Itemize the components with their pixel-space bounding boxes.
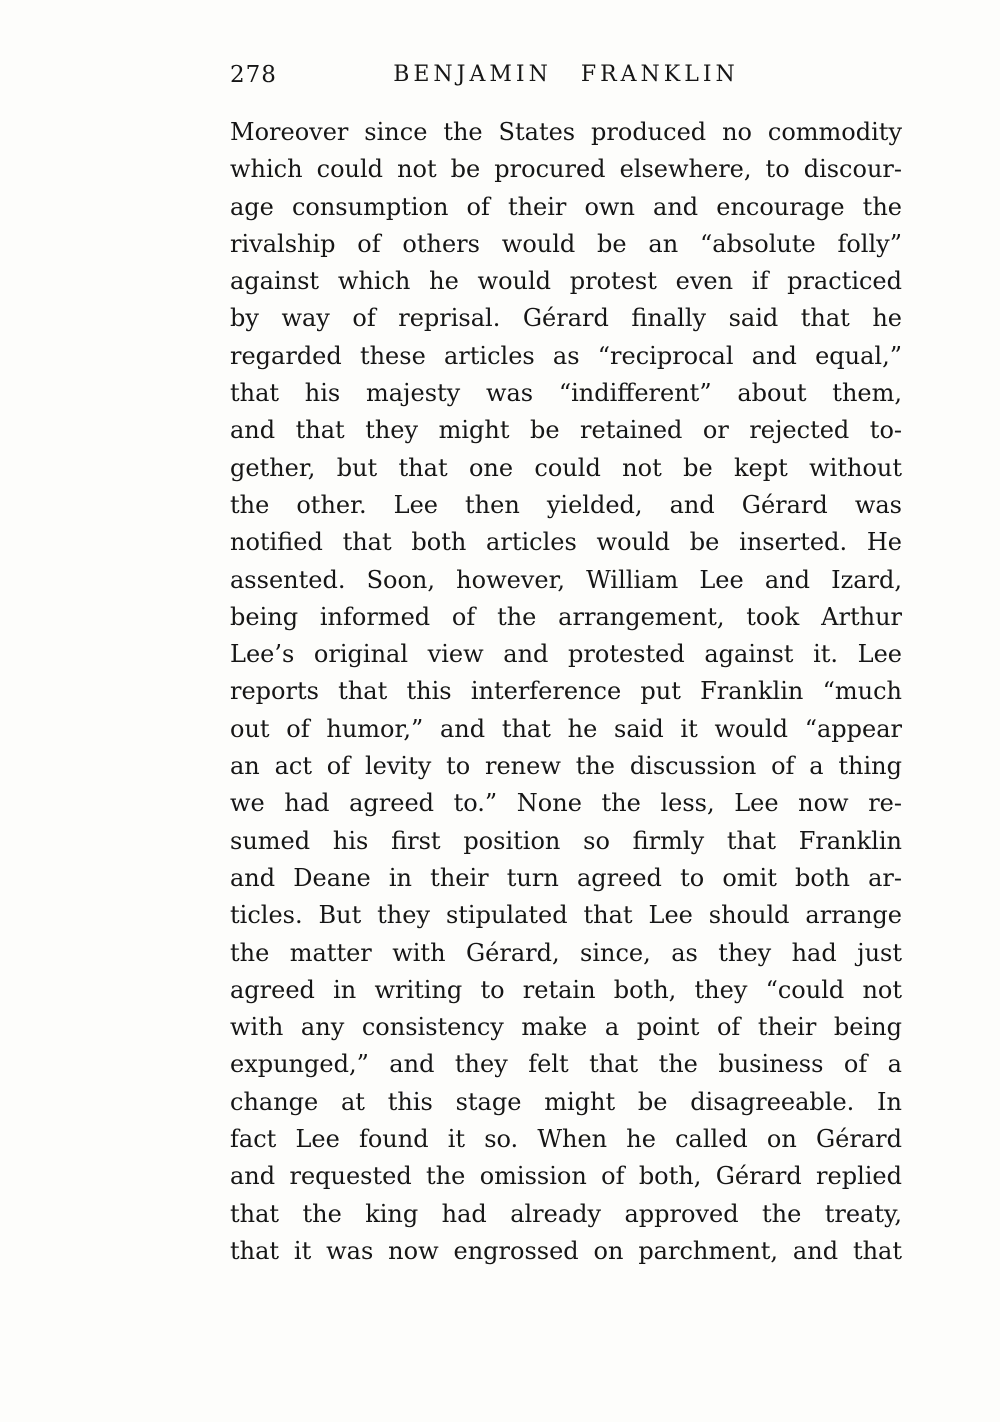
text-line: assented. Soon, however, William Lee and Izard, xyxy=(230,565,902,594)
page-number: 278 xyxy=(230,62,277,88)
text-line: gether, but that one could not be kept without xyxy=(230,453,902,482)
text-line: that his majesty was “indifferent” about them, xyxy=(230,379,902,408)
text-line: that it was now engrossed on parchment, and that xyxy=(230,1236,902,1265)
text-line: change at this stage might be disagreeable. In xyxy=(230,1087,902,1116)
text-line: regarded these articles as “reciprocal and equal,” xyxy=(230,341,902,370)
text-line: the other. Lee then yielded, and Gérard was xyxy=(230,490,902,519)
text-line: reports that this interference put Franklin “much xyxy=(230,677,902,706)
text-line: fact Lee found it so. When he called on Gérard xyxy=(230,1125,902,1154)
scan-page xyxy=(230,58,902,1270)
text-line: and that they might be retained or rejected to- xyxy=(230,416,902,445)
text-line: ticles. But they stipulated that Lee should arrange xyxy=(230,901,902,930)
text-line: sumed his first position so firmly that Franklin xyxy=(230,826,902,855)
text-line: Moreover since the States produced no commodity xyxy=(230,118,902,146)
text-line: against which he would protest even if practiced xyxy=(230,267,902,296)
text-line: that the king had already approved the treaty, xyxy=(230,1199,902,1228)
text-line: with any consistency make a point of their being xyxy=(230,1013,902,1042)
text-line: and requested the omission of both, Gérard replied xyxy=(230,1162,902,1191)
text-line: Lee’s original view and protested against it. Lee xyxy=(230,640,902,669)
text-line: agreed in writing to retain both, they “could not xyxy=(230,975,902,1004)
running-header-title: BENJAMIN FRANKLIN xyxy=(393,62,739,87)
text-line: and Deane in their turn agreed to omit both ar- xyxy=(230,863,902,892)
text-line: the matter with Gérard, since, as they had just xyxy=(230,938,902,967)
text-line: notified that both articles would be inserted. He xyxy=(230,528,902,557)
text-line: which could not be procured elsewhere, to discour- xyxy=(230,155,902,184)
running-header xyxy=(230,58,902,92)
text-line: out of humor,” and that he said it would “appear xyxy=(230,714,902,743)
body-text xyxy=(230,114,902,1270)
text-line: an act of levity to renew the discussion of a thing xyxy=(230,752,902,781)
text-line: age consumption of their own and encourage the xyxy=(230,192,902,221)
text-line: we had agreed to.” None the less, Lee now re- xyxy=(230,789,902,818)
text-line: expunged,” and they felt that the business of a xyxy=(230,1050,902,1079)
text-line: being informed of the arrangement, took Arthur xyxy=(230,602,902,631)
text-line: rivalship of others would be an “absolute folly” xyxy=(230,229,902,258)
text-line: by way of reprisal. Gérard finally said that he xyxy=(230,304,902,333)
